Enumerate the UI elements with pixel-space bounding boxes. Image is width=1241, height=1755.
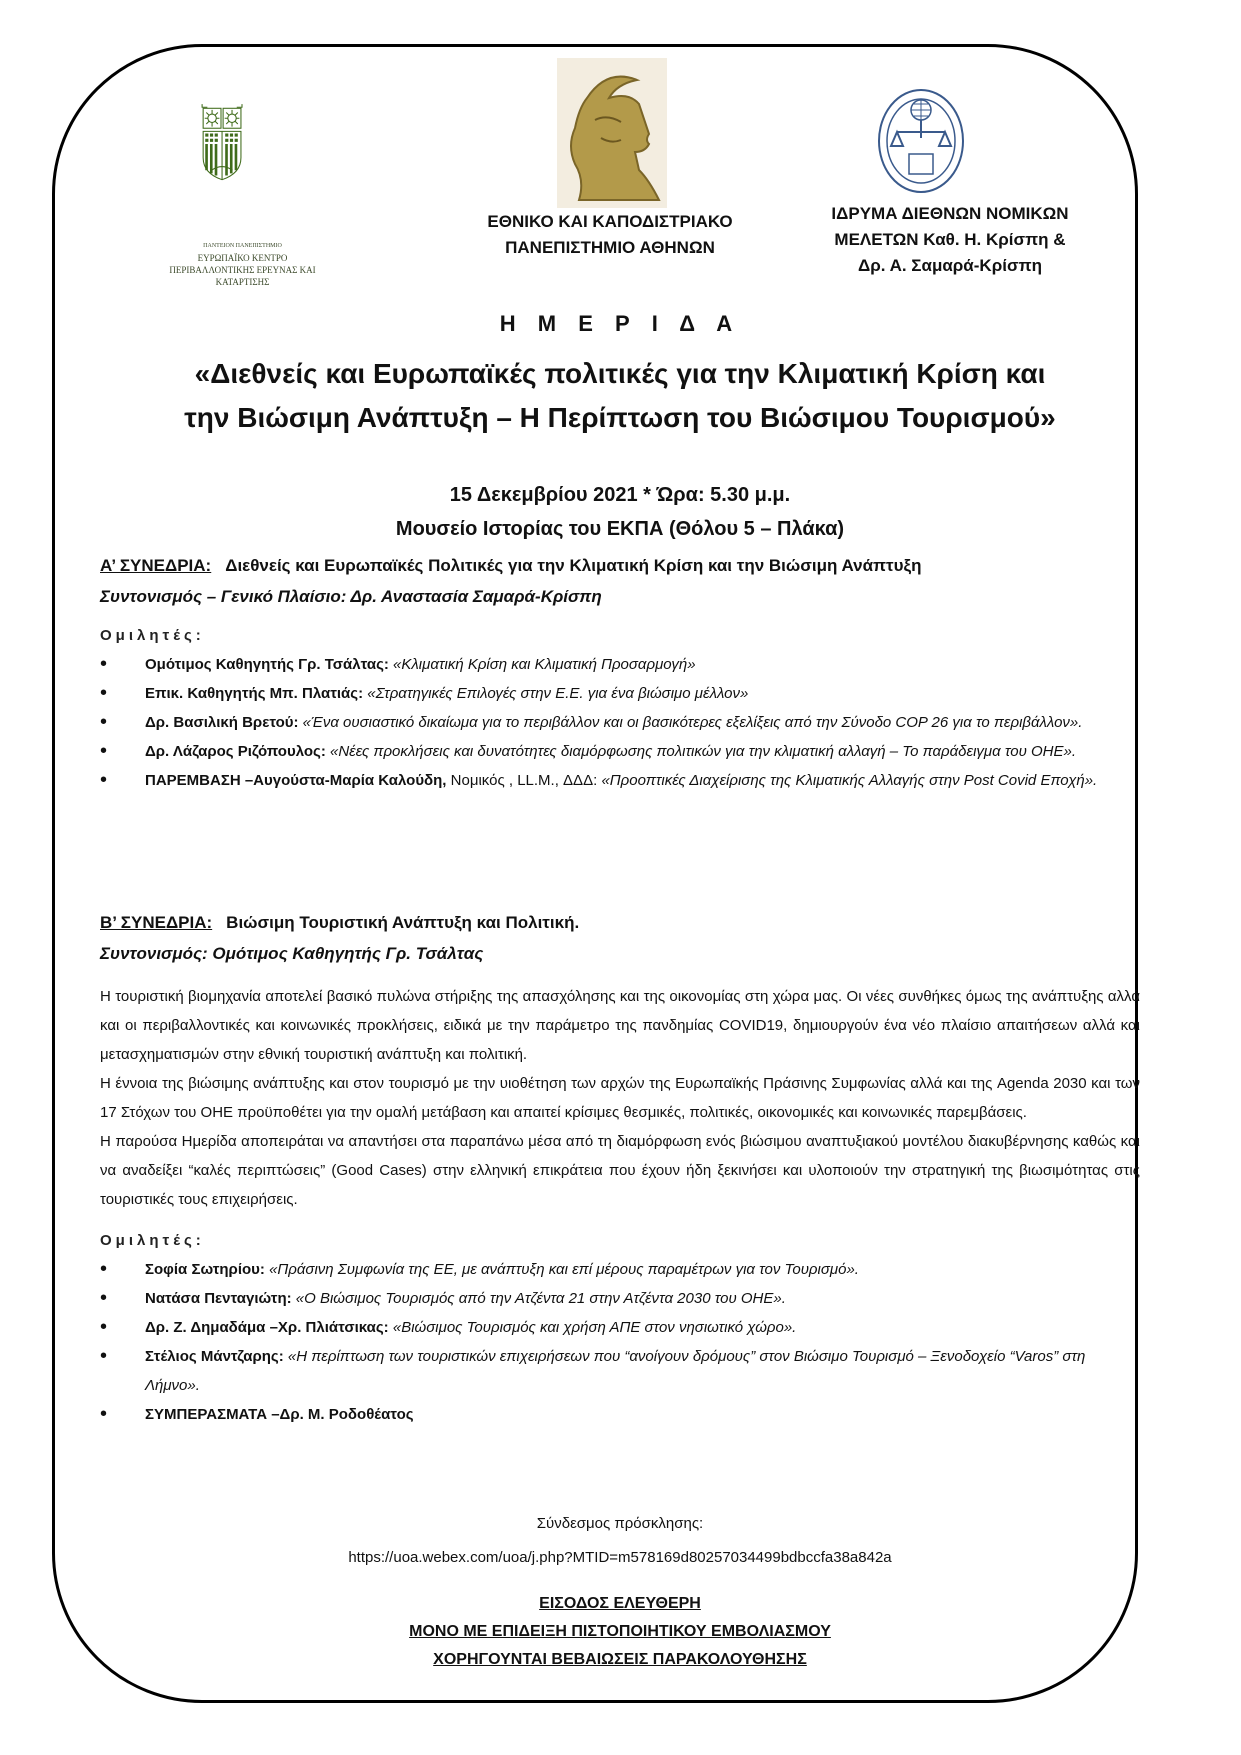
foundation-name: ΙΔΡΥΜΑ ΔΙΕΘΝΩΝ ΝΟΜΙΚΩΝ ΜΕΛΕΤΩΝ Καθ. Η. Κρίσπη & Δρ. Α. Σαμαρά-Κρίσπη [831, 204, 1069, 275]
vaccination-certificate-notice: ΜΟΝΟ ΜΕ ΕΠΙΔΕΙΞΗ ΠΙΣΤΟΠΟΙΗΤΙΚΟΥ ΕΜΒΟΛΙΑΣΜΟΥ [409, 1623, 831, 1640]
event-date-time: 15 Δεκεμβρίου 2021 * Ώρα: 5.30 μ.μ. [449, 484, 791, 506]
event-date-venue [80, 478, 1160, 546]
session-b [100, 908, 1140, 1429]
event-title: «Διεθνείς και Ευρωπαϊκές πολιτικές για την Κλιματική Κρίση και την Βιώσιμη Ανάπτυξη – Η Περίπτωση του Βιώσιμου Τουρισμού» [184, 358, 1056, 433]
speaker-item: • Δρ. Λάζαρος Ριζόπουλος: «Νέες προκλήσεις και δυνατότητες διαμόρφωσης πολιτικών για την κλιματική αλλαγή – Το παράδειγμα του ΟΗΕ». [100, 737, 1140, 766]
session-b-speakers-label: Ομιλητές: [100, 1232, 205, 1249]
left-logo-caption: ΠΑΝΤΕΙΟΝ ΠΑΝΕΠΙΣΤΗΜΙΟ ΕΥΡΩΠΑΪΚΟ ΚΕΝΤΡΟ ΠΕΡΙΒΑΛΛΟΝΤΙΚΗΣ ΕΡΕΥΝΑΣ ΚΑΙ ΚΑΤΑΡΤΙΣΗΣ [169, 243, 316, 287]
session-a-heading: Α’ ΣΥΝΕΔΡΙΑ: Διεθνείς και Ευρωπαϊκές Πολιτικές για την Κλιματική Κρίση και την Βιώσιμη Ανάπτυξη [100, 556, 922, 575]
speaker-item: • ΣΥΜΠΕΡΑΣΜΑΤΑ –Δρ. Μ. Ροδοθέατος [100, 1400, 1140, 1429]
university-name: ΕΘΝΙΚΟ ΚΑΙ ΚΑΠΟΔΙΣΤΡΙΑΚΟ ΠΑΝΕΠΙΣΤΗΜΙΟ ΑΘΗΝΩΝ [487, 212, 733, 257]
scales-of-justice-logo-icon [877, 88, 965, 194]
speaker-item: • Στέλιος Μάντζαρης: «Η περίπτωση των τουριστικών επιχειρήσεων που “ανοίγουν δρόμους” στον Βιώσιμο Τουρισμό – Ξενοδοχείο “Varos” στη Λήμνο». [100, 1342, 1140, 1400]
invitation-block [80, 1507, 1160, 1575]
attendance-certificates-notice: ΧΟΡΗΓΟΥΝΤΑΙ ΒΕΒΑΙΩΣΕΙΣ ΠΑΡΑΚΟΛΟΥΘΗΣΗΣ [433, 1651, 807, 1668]
green-shield-logo-icon [200, 80, 284, 240]
athena-helmet-logo-icon [557, 58, 667, 208]
event-venue: Μουσείο Ιστορίας του ΕΚΠΑ (Θόλου 5 – Πλάκα) [395, 518, 845, 540]
session-b-description [100, 982, 1140, 1214]
session-a-speakers-list [100, 650, 1140, 795]
speaker-item: • ΠΑΡΕΜΒΑΣΗ –Αυγούστα-Μαρία Καλούδη, Νομικός , LL.M., ΔΔΔ: «Προοπτικές Διαχείρισης της Κλιματικής Αλλαγής στην Post Covid Εποχή». [100, 766, 1140, 795]
free-entry-notice: ΕΙΣΟΔΟΣ ΕΛΕΥΘΕΡΗ [539, 1595, 701, 1612]
footer-notices [80, 1590, 1160, 1674]
speaker-item: • Επικ. Καθηγητής Μπ. Πλατιάς: «Στρατηγικές Επιλογές στην Ε.Ε. για ένα βιώσιμο μέλλον» [100, 679, 1140, 708]
description-paragraph: Η έννοια της βιώσιμης ανάπτυξης και στον τουρισμό με την υιοθέτηση των αρχών της Ευρωπαϊκής Πράσινης Συμφωνίας αλλά και της Agenda 2030 και των 17 Στόχων του ΟΗΕ προϋποθέτει για την ομαλή μετάβαση και απαιτεί κρίσιμες θεσμικές, πολιτικές, οικονομικές και κοινωνικές παρεμβάσεις. [100, 1075, 1140, 1121]
speaker-item: • Δρ. Ζ. Δημαδάμα –Χρ. Πλιάτσικας: «Βιώσιμος Τουρισμός και χρήση ΑΠΕ στον νησιωτικό χώρο». [100, 1313, 1140, 1342]
session-a-speakers-label: Ομιλητές: [100, 627, 205, 644]
speaker-item: • Σοφία Σωτηρίου: «Πράσινη Συμφωνία της ΕΕ, με ανάπτυξη και επί μέρους παραμέτρων για τον Τουρισμό». [100, 1255, 1140, 1284]
speaker-item: • Δρ. Βασιλική Βρετού: «Ένα ουσιαστικό δικαίωμα για το περιβάλλον και οι βασικότερες εξελίξεις από την Σύνοδο COP 26 για το περιβάλλον». [100, 708, 1140, 737]
session-a [100, 551, 1140, 795]
description-paragraph: Η παρούσα Ημερίδα αποπειράται να απαντήσει στα παραπάνω μέσα από τη διαμόρφωση ενός βιώσιμου αναπτυξιακού μοντέλου διακυβέρνησης καθώς και να αναδείξει “καλές περιπτώσεις” (Good Cases) στην ελληνική επικράτεια που έχουν ήδη ξεκινήσει και υλοποιούν την στρατηγική της βιωσιμότητας στις τουριστικές τους επιχειρήσεις. [100, 1133, 1140, 1208]
session-a-coordination: Συντονισμός – Γενικό Πλαίσιο: Δρ. Αναστασία Σαμαρά-Κρίσπη [100, 587, 602, 606]
session-b-heading: Β’ ΣΥΝΕΔΡΙΑ: Βιώσιμη Τουριστική Ανάπτυξη και Πολιτική. [100, 913, 580, 932]
event-type-heading: Η Μ Ε Ρ Ι Δ Α [499, 311, 741, 336]
speaker-item: • Ομότιμος Καθηγητής Γρ. Τσάλτας: «Κλιματική Κρίση και Κλιματική Προσαρμογή» [100, 650, 1140, 679]
speaker-item: • Νατάσα Πενταγιώτη: «Ο Βιώσιμος Τουρισμός από την Ατζέντα 21 στην Ατζέντα 2030 του ΟΗΕ». [100, 1284, 1140, 1313]
session-b-coordination: Συντονισμός: Ομότιμος Καθηγητής Γρ. Τσάλτας [100, 944, 484, 963]
invitation-label: Σύνδεσμος πρόσκλησης: [536, 1515, 704, 1532]
description-paragraph: Η τουριστική βιομηχανία αποτελεί βασικό πυλώνα στήριξης της απασχόλησης και της οικονομίας στη χώρα μας. Οι νέες συνθήκες όμως της ανάπτυξης αλλά και οι περιβαλλοντικές και κοινωνικές προκλήσεις, ειδικά με την παράμετρο της πανδημίας COVID19, δημιουργούν ένα νέο πλαίσιο απαιτήσεων αλλά και μετασχηματισμών στην εθνική τουριστική ανάπτυξη και πολιτική. [100, 988, 1140, 1063]
invitation-link[interactable]: https://uoa.webex.com/uoa/j.php?MTID=m578169d80257034499bdbccfa38a842a [348, 1549, 892, 1566]
rounded-page-frame [52, 44, 1138, 1703]
session-b-speakers-list [100, 1255, 1140, 1429]
